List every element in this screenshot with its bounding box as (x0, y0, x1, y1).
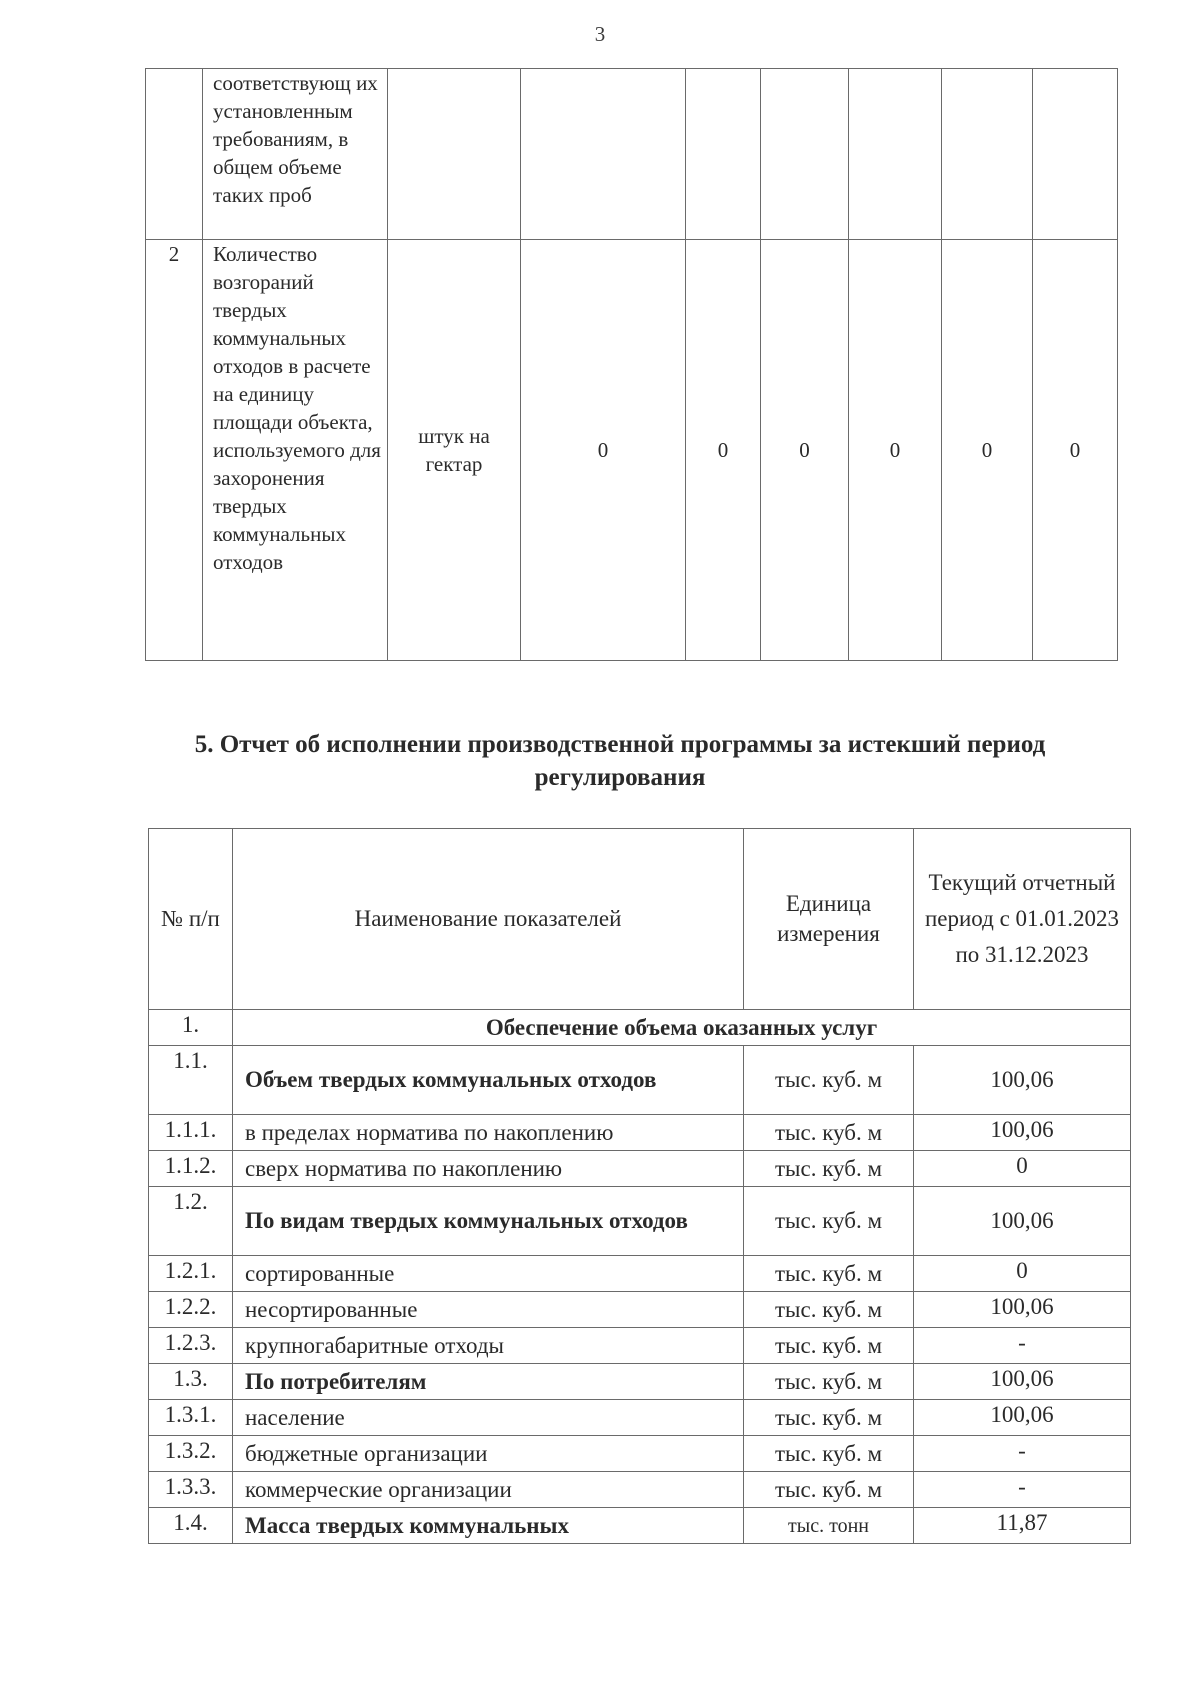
indicator-unit: тыс. куб. м (744, 1400, 914, 1436)
production-program-table (148, 828, 1131, 1544)
indicator-name: сортированные (233, 1256, 744, 1292)
indicator-unit (388, 69, 521, 240)
indicator-value (686, 69, 761, 240)
table-row (149, 1328, 1131, 1364)
indicator-value: 100,06 (914, 1364, 1131, 1400)
indicator-value: 0 (942, 240, 1033, 661)
header-unit: Единица измерения (744, 829, 914, 1010)
indicator-value: 100,06 (914, 1187, 1131, 1256)
indicator-name: несортированные (233, 1292, 744, 1328)
row-number: 1.4. (149, 1508, 233, 1544)
indicator-value: 0 (1033, 240, 1118, 661)
row-number (146, 69, 203, 240)
indicator-value: 100,06 (914, 1400, 1131, 1436)
indicator-value: 100,06 (914, 1115, 1131, 1151)
indicator-value: - (914, 1328, 1131, 1364)
table-row (149, 1436, 1131, 1472)
indicator-unit: тыс. куб. м (744, 1187, 914, 1256)
indicator-name: сверх норматива по накоплению (233, 1151, 744, 1187)
indicator-value (942, 69, 1033, 240)
indicator-value: 0 (914, 1256, 1131, 1292)
row-number: 1.1.2. (149, 1151, 233, 1187)
row-number: 1.3.1. (149, 1400, 233, 1436)
indicator-name: коммерческие организации (233, 1472, 744, 1508)
indicator-name: крупногабаритные отходы (233, 1328, 744, 1364)
table-row (149, 1115, 1131, 1151)
indicator-value: - (914, 1472, 1131, 1508)
indicator-value (1033, 69, 1118, 240)
indicator-value (521, 69, 686, 240)
indicator-value: 100,06 (914, 1046, 1131, 1115)
table-row (149, 1508, 1131, 1544)
row-number: 1. (149, 1010, 233, 1046)
row-number: 1.1.1. (149, 1115, 233, 1151)
indicator-unit: тыс. куб. м (744, 1256, 914, 1292)
row-number: 1.3. (149, 1364, 233, 1400)
indicator-name: население (233, 1400, 744, 1436)
indicator-unit: тыс. куб. м (744, 1292, 914, 1328)
indicator-unit: тыс. куб. м (744, 1046, 914, 1115)
indicator-name: соответствующ их установленным требованиям, в общем объеме таких проб (203, 69, 388, 240)
indicator-name: Объем твердых коммунальных отходов (233, 1046, 744, 1115)
indicator-unit: тыс. куб. м (744, 1436, 914, 1472)
table-row (146, 240, 1118, 661)
row-number: 1.2.2. (149, 1292, 233, 1328)
section-label: Обеспечение объема оказанных услуг (233, 1010, 1131, 1046)
indicator-unit: тыс. куб. м (744, 1328, 914, 1364)
indicator-value: - (914, 1436, 1131, 1472)
header-name: Наименование показателей (233, 829, 744, 1010)
indicator-value: 0 (686, 240, 761, 661)
header-num: № п/п (149, 829, 233, 1010)
table-row (149, 1151, 1131, 1187)
indicators-table-continued (145, 68, 1118, 661)
table-row (149, 1292, 1131, 1328)
indicator-unit: тыс. куб. м (744, 1115, 914, 1151)
indicator-value (849, 69, 942, 240)
indicator-unit: тыс. куб. м (744, 1472, 914, 1508)
indicator-value: 0 (914, 1151, 1131, 1187)
table-row (149, 1046, 1131, 1115)
table-row (146, 69, 1118, 240)
indicator-name: По потребителям (233, 1364, 744, 1400)
indicator-value (761, 69, 849, 240)
indicator-unit: тыс. тонн (744, 1508, 914, 1544)
indicator-name: в пределах норматива по накоплению (233, 1115, 744, 1151)
indicator-value: 100,06 (914, 1292, 1131, 1328)
row-number: 1.2. (149, 1187, 233, 1256)
table-row (149, 1400, 1131, 1436)
indicator-name: Масса твердых коммунальных (233, 1508, 744, 1544)
indicator-unit: тыс. куб. м (744, 1151, 914, 1187)
row-number: 1.3.3. (149, 1472, 233, 1508)
table-row (149, 1256, 1131, 1292)
section-row (149, 1010, 1131, 1046)
table-row (149, 1187, 1131, 1256)
row-number: 1.2.1. (149, 1256, 233, 1292)
section-title: 5. Отчет об исполнении производственной программы за истекший период регулирования (194, 731, 1046, 791)
row-number: 1.1. (149, 1046, 233, 1115)
table-row (149, 1472, 1131, 1508)
indicator-value: 0 (761, 240, 849, 661)
indicator-unit: тыс. куб. м (744, 1364, 914, 1400)
indicator-value: 11,87 (914, 1508, 1131, 1544)
row-number: 1.3.2. (149, 1436, 233, 1472)
indicator-name: Количество возгораний твердых коммунальных отходов в расчете на единицу площади объекта, используемого для захоронения твердых коммунальных отходов (203, 240, 388, 661)
table-row (149, 1364, 1131, 1400)
indicator-value: 0 (849, 240, 942, 661)
table-header-row (149, 829, 1131, 1010)
page-number: 3 (594, 22, 606, 46)
indicator-name: бюджетные организации (233, 1436, 744, 1472)
row-number: 2 (146, 240, 203, 661)
indicator-name: По видам твердых коммунальных отходов (233, 1187, 744, 1256)
row-number: 1.2.3. (149, 1328, 233, 1364)
indicator-value: 0 (521, 240, 686, 661)
header-period: Текущий отчетный период с 01.01.2023 по 31.12.2023 (914, 829, 1131, 1010)
indicator-unit: штук на гектар (388, 240, 521, 661)
